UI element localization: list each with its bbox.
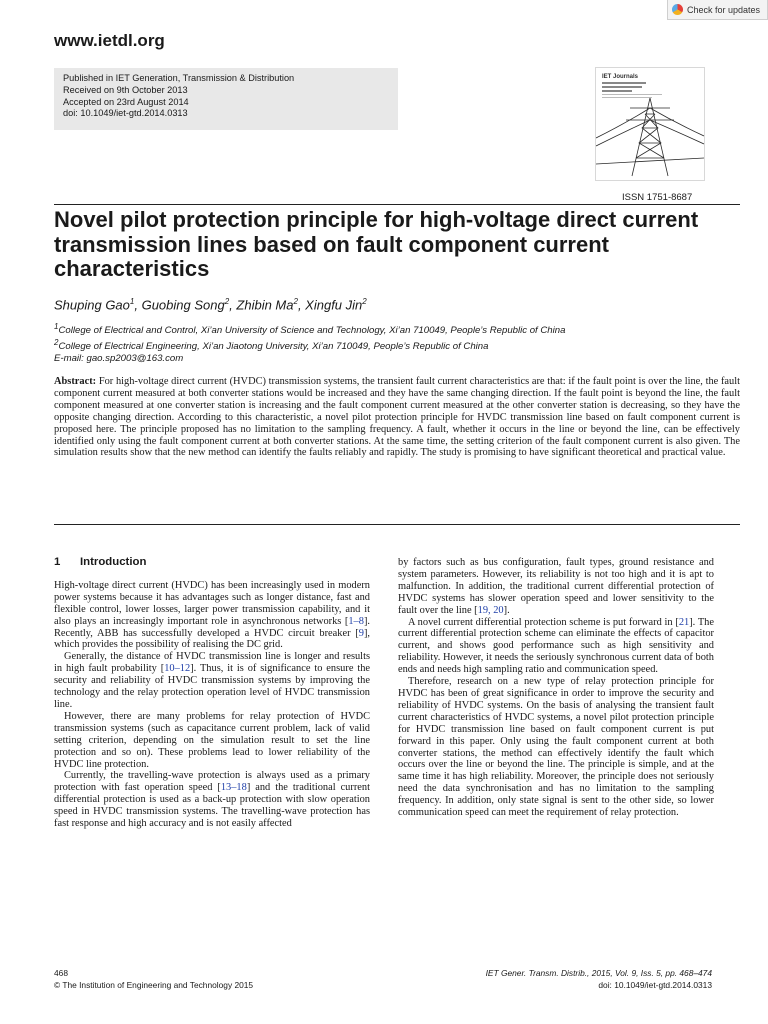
check-for-updates-button[interactable]: [667, 0, 768, 20]
left-paragraphs: [54, 580, 370, 830]
section-number: 1: [54, 556, 61, 568]
paragraph-text: Currently, the travelling-wave protection is always used as a primary protection with fast operation speed [: [54, 770, 370, 794]
published-in: Published in IET Generation, Transmission & Distribution: [63, 73, 295, 83]
footer-right: [486, 968, 712, 991]
paragraph-text: ].: [503, 604, 510, 616]
body-column-right: [398, 557, 714, 819]
paragraph-text: Generally, the distance of HVDC transmission line is longer and results in high fault probability [: [54, 651, 370, 675]
paragraph: [398, 617, 714, 677]
author-affiliation-mark: 2: [224, 297, 230, 306]
cover-brand: IET Journals: [602, 74, 639, 80]
abstract-text: For high-voltage direct current (HVDC) transmission systems, the transient fault current characteristics are that: if the fault point is over the line, the fault component current measured at both converter stations would be increased and they have the same changing direction. If the fault point is beyond the line, the fault component measured at one converter station is increasing and the fault component current measured at the other converter station is decreasing, so they have the opposite changing direction. According to this characteristic, a novel pilot protection principle for HVDC transmission line based on fault component current is proposed here. The principle proposed has no limitation to the sampling frequency. A fault, whether it occurs in the line or beyond the line, can be effectively identified only using the fault component current at both converter stations. At the same time, the setting criterion of the fault component current is also given. The simulation results show that the new method can identify the faults reliably and rapidly. The study is promising to have significant theoretical and practical value.: [54, 376, 740, 459]
doi: doi: 10.1049/iet-gtd.2014.0313: [63, 108, 188, 119]
author-list: Shuping Gao$^1$, Guobing Song$^2$, Zhibin Ma$^2$, Xingfu Jin$^2$: [54, 297, 367, 313]
paragraph: [54, 711, 370, 771]
author-name: Guobing Song: [141, 297, 225, 313]
citation: IET Gener. Transm. Distrib., 2015, Vol. 9, Iss. 5, pp. 468–474: [485, 968, 712, 978]
paragraph-text: ]. Recently, ABB has successfully developed a HVDC circuit breaker [: [54, 615, 370, 639]
author-name: Zhibin Ma: [236, 297, 294, 313]
article-title: Novel pilot protection principle for high-voltage direct current transmission lines based on fault component current characteristics: [54, 207, 699, 281]
paragraph-text: However, there are many problems for relay protection of HVDC transmission systems (such as capacitance current problem, lack of valid setting criterion, depending on the simulation result to set the line protection and so on). These problems lead to lower reliability of the HVDC line protection.: [54, 710, 370, 770]
paragraph-text: ], which provides the possibility of realising the DC grid.: [54, 627, 370, 651]
journal-cover-graphic: [596, 68, 704, 180]
check-for-updates-label: Check for updates: [687, 4, 761, 15]
citation-link[interactable]: 21: [678, 616, 690, 628]
paragraph: [54, 770, 370, 830]
citation-link[interactable]: 1–8: [348, 615, 364, 627]
journal-url[interactable]: www.ietdl.org: [54, 31, 165, 50]
abstract-label: Abstract:: [54, 376, 97, 387]
paragraph-text: by factors such as bus configuration, fault types, ground resistance and system parameters. However, its reliability is not too high and it is apt to malfunction. In addition, the traditional current differential protection of HVDC systems has slower operation speed and lower sensitivity to the fault over the line [: [398, 557, 714, 616]
author-affiliation-mark: 1: [129, 297, 135, 306]
paragraph: [398, 676, 714, 819]
issn: ISSN 1751-8687: [622, 192, 693, 203]
footer-left: [54, 968, 253, 991]
paragraph-text: ] and the traditional current differential protection is used as a back-up protection with slow operation speed in HVDC transmission systems. The travelling-wave protection has fast response and high accuracy and is not easily affected: [54, 782, 370, 830]
header-divider: [54, 204, 740, 205]
paragraph-text: ]. Thus, it is of significance to ensure the security and reliability of HVDC transmission systems by improving the technology and the relay protection operation level of HVDC transmission line.: [54, 663, 371, 710]
copyright: © The Institution of Engineering and Technology 2015: [54, 979, 254, 990]
citation-link[interactable]: 10–12: [164, 663, 191, 675]
author-name: Xingfu Jin: [305, 297, 363, 313]
crossmark-icon: [672, 4, 683, 15]
author-email[interactable]: E-mail: gao.sp2003@163.com: [54, 352, 184, 364]
paragraph-text: ]. The current differential protection scheme can eliminate the effects of capacitor current, and shows good performance such as high sensitivity and reliability. However, it needs the seriously synchronous current data of both ends and needs high sampling ratio and communication speed.: [398, 616, 714, 676]
citation-link[interactable]: 19, 20: [477, 604, 504, 616]
abstract-divider: [54, 524, 740, 525]
section-heading: [54, 557, 370, 569]
body-column-left: [54, 557, 370, 830]
abstract: [54, 376, 740, 459]
paragraph: [398, 557, 714, 617]
section-title: Introduction: [80, 556, 147, 568]
paragraph: [54, 580, 370, 651]
accepted-date: Accepted on 23rd August 2014: [63, 96, 189, 107]
paragraph-text: Therefore, research on a new type of relay protection principle for HVDC has been of great significance in order to improve the security and reliability of HVDC systems. On the basis of analysing the transient fault current characteristics of HVDC systems, a novel pilot protection principle for HVDC transmission line based on fault component current is put forward in this paper. Only using the fault component current at both converter stations, the method can effectively identify the fault which occurs over the line or beyond the line. The principle is simple, and at the same time it has high reliability. Moreover, the principle does not seriously need the data synchronisation and has no limitation to the sampling frequency. In addition, only state signal is sent to the other side, so lower communication speed can meet the requirement of relay protection.: [398, 676, 714, 819]
author-name: Shuping Gao: [54, 297, 130, 313]
citation-link[interactable]: 13–18: [220, 782, 247, 794]
received-date: Received on 9th October 2013: [63, 84, 188, 95]
affiliation-2: $^2$College of Electrical Engineering, Xi’an Jiaotong University, Xi’an 710049, People’s Republic of China: [54, 337, 489, 353]
page-number: 468: [54, 968, 68, 978]
publication-info-box: [54, 68, 398, 130]
affiliations: [54, 321, 565, 365]
affiliation-1: $^1$College of Electrical and Control, Xi’an University of Science and Technology, Xi’an 710049, People’s Republic of China: [54, 322, 566, 337]
paragraph-text: High-voltage direct current (HVDC) has been increasingly used in modern power systems because it has advantages such as longer distance, fast and flexible control, lower losses, larger power transmission capability, and it also plays an increasingly important role in asynchronous networks [: [54, 579, 370, 627]
author-affiliation-mark: 2: [293, 297, 298, 306]
right-paragraphs: [398, 557, 714, 819]
paragraph-text: A novel current differential protection scheme is put forward in [: [408, 616, 679, 628]
citation-link[interactable]: 9: [358, 627, 364, 639]
author-affiliation-mark: 2: [362, 297, 367, 306]
journal-cover-image: [595, 67, 705, 181]
footer-doi: doi: 10.1049/iet-gtd.2014.0313: [598, 979, 712, 990]
paragraph: [54, 651, 370, 711]
